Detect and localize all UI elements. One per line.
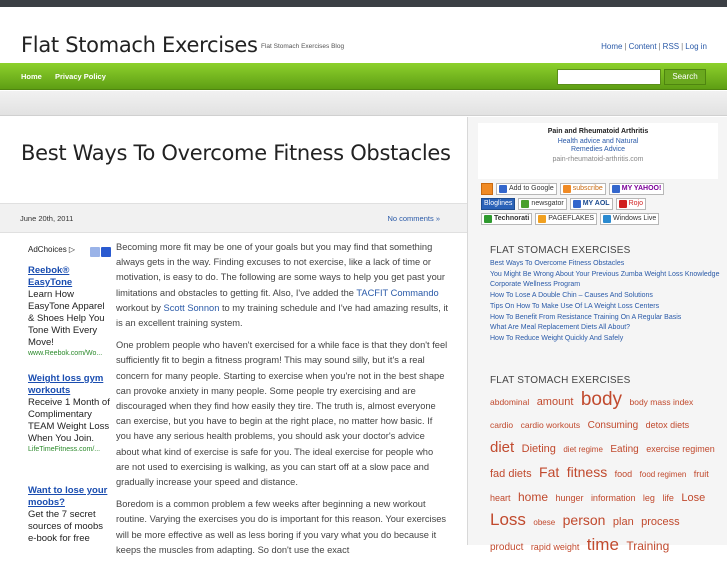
bloglines-button[interactable]: Bloglines xyxy=(481,198,515,210)
tag-link[interactable]: Training xyxy=(626,539,670,553)
tag-link[interactable]: Lose xyxy=(681,492,706,504)
subscribe-badges xyxy=(481,183,713,228)
tag-link[interactable]: person xyxy=(562,512,606,528)
site-title[interactable]: Flat Stomach Exercises xyxy=(21,33,258,57)
post-meta xyxy=(0,203,467,233)
ad-text: Get the 7 secret sources of moobs e-book for free xyxy=(28,509,103,544)
ad-text: Receive 1 Month of Complimentary TEAM Weight Loss When You Join. xyxy=(28,397,110,444)
ad-item[interactable] xyxy=(28,485,112,545)
tag-link[interactable]: leg xyxy=(642,493,655,503)
tag-link[interactable]: hunger xyxy=(555,493,584,503)
link-separator: | xyxy=(658,42,661,51)
tag-cloud-heading: FLAT STOMACH EXERCISES xyxy=(490,375,631,386)
recent-post-link[interactable]: What Are Meal Replacement Diets All About? xyxy=(490,324,631,332)
tag-link[interactable]: body mass index xyxy=(629,397,694,407)
recent-post-link[interactable]: Corporate Wellness Program xyxy=(490,281,581,289)
recent-posts-list xyxy=(490,259,720,345)
next-ad-icon[interactable] xyxy=(101,247,111,257)
recent-post-link[interactable]: How To Reduce Weight Quickly And Safely xyxy=(490,334,624,342)
tag-link[interactable]: information xyxy=(590,493,636,503)
promo-line[interactable]: Remedies Advice xyxy=(570,146,626,153)
plus-icon xyxy=(612,185,620,193)
post-body xyxy=(116,240,448,565)
my-aol-button[interactable]: MY AOL xyxy=(570,198,613,210)
search-button[interactable]: Search xyxy=(664,69,706,85)
promo-line[interactable]: Health advice and Natural xyxy=(557,138,639,145)
plus-icon xyxy=(619,200,627,208)
link-separator: | xyxy=(681,42,684,51)
tag-link[interactable]: cardio workouts xyxy=(520,420,581,430)
tag-link[interactable]: heart xyxy=(490,493,511,503)
tag-link[interactable]: fruit xyxy=(693,469,709,479)
add-to-google-button[interactable]: Add to Google xyxy=(496,183,557,195)
tag-link[interactable]: Fat xyxy=(539,464,560,480)
tag-link[interactable]: detox diets xyxy=(645,420,690,430)
tag-link[interactable]: home xyxy=(517,490,548,504)
search-input[interactable] xyxy=(557,69,661,85)
post-paragraph: Boredom is a common problem a few weeks after beginning a new workout routine. Varying the exercises you do is important for this reason. Your exercises will be more effective as well as less boring if you vary what you do because it keeps the muscles from adapting. So don't use the exact xyxy=(116,499,447,555)
tag-link[interactable]: product xyxy=(490,542,524,553)
comments-link[interactable]: No comments » xyxy=(387,214,440,223)
recent-posts-heading: FLAT STOMACH EXERCISES xyxy=(490,245,631,256)
top-strip xyxy=(0,0,727,7)
flake-icon xyxy=(538,215,546,223)
recent-post-link[interactable]: How To Lose A Double Chin – Causes And Solutions xyxy=(490,292,653,300)
tag-link[interactable]: diet xyxy=(490,439,515,456)
tag-link[interactable]: fad diets xyxy=(490,468,532,480)
ad-nav xyxy=(90,244,112,262)
tag-link[interactable]: plan xyxy=(612,516,634,528)
my-yahoo-button[interactable]: MY YAHOO! xyxy=(609,183,665,195)
post-paragraph: Becoming more fit may be one of your goals but you may find that something always gets in the way. Finding excuses to not exercise, like a lack of time or motivation, is easy to do. The following are some ways to help you get past your limitations and obstacles to getting fit. Also, I've added the TACFIT Commando workout by Scott Sonnon to my training schedule and I've had amazing results, it is an excellent training system. xyxy=(116,242,449,329)
tag-link[interactable]: food xyxy=(614,469,633,479)
site-tagline: Flat Stomach Exercises Blog xyxy=(261,43,345,50)
tag-cloud xyxy=(490,389,722,559)
header-link-login[interactable]: Log in xyxy=(685,42,707,51)
tag-link[interactable]: body xyxy=(580,389,623,410)
promo-box[interactable] xyxy=(478,123,718,179)
plus-icon xyxy=(521,200,529,208)
windows-live-button[interactable]: Windows Live xyxy=(600,213,659,225)
tacfit-link[interactable]: TACFIT Commando xyxy=(356,287,439,298)
ad-item[interactable] xyxy=(28,373,112,455)
scott-sonnon-link[interactable]: Scott Sonnon xyxy=(163,302,220,313)
feed-icon xyxy=(563,185,571,193)
ad-title[interactable]: Want to lose your moobs? xyxy=(28,485,108,508)
tag-link[interactable]: time xyxy=(586,535,619,554)
ad-title[interactable]: Weight loss gym workouts xyxy=(28,373,104,396)
tag-link[interactable]: process xyxy=(641,516,680,528)
ad-title[interactable]: Reebok® EasyTone xyxy=(28,265,73,288)
tag-link[interactable]: amount xyxy=(536,396,574,408)
ad-text: Learn How EasyTone Apparel & Shoes Help You Tone With Every Move! xyxy=(28,289,105,348)
tag-link[interactable]: Consuming xyxy=(587,420,639,431)
post-date: June 20th, 2011 xyxy=(20,214,74,223)
header-link-content[interactable]: Content xyxy=(628,42,657,51)
subscribe-button[interactable]: subscribe xyxy=(560,183,606,195)
recent-post-link[interactable]: You Might Be Wrong About Your Previous Zumba Weight Loss Knowledge xyxy=(490,270,720,278)
site-header xyxy=(0,7,727,63)
post-paragraph: One problem people who haven't exercised for a while face is that they don't feel sufficiently fit to begin a fitness program! This may sound silly, but it's a real concern for many people. Starting to exercise when you're not in the best shape can provoke anxiety in many people. Some people try exercising and are discouraged when they find how easily they tire. The truth is, almost everyone can exercise, but you have to begin at the right place, no matter how basic. If you have any serious health problems, you should ask your doctor's advice about what kind of exercise is safe for you. The ideal exercise for people who are not used to exercising is walking, as you can start off at a slow pace and gradually increase your speed and distance. xyxy=(116,340,448,488)
link-separator: | xyxy=(624,42,627,51)
tag-link[interactable]: food regimen xyxy=(639,470,687,479)
header-link-home[interactable]: Home xyxy=(601,42,623,51)
tag-link[interactable]: obese xyxy=(533,518,556,527)
header-links xyxy=(601,42,707,51)
nav-item-privacy-policy[interactable]: Privacy Policy xyxy=(55,72,106,81)
recent-post-link[interactable]: How To Benefit From Resistance Training On A Regular Basis xyxy=(490,313,682,321)
adchoices-icon: ▷ xyxy=(68,245,76,254)
prev-ad-icon[interactable] xyxy=(90,247,100,257)
tag-link[interactable]: rapid weight xyxy=(530,542,580,552)
plus-icon xyxy=(484,215,492,223)
main-nav xyxy=(0,63,727,90)
ad-url[interactable]: www.Reebok.com/Wo... xyxy=(28,350,103,357)
plus-icon xyxy=(573,200,581,208)
tag-link[interactable]: life xyxy=(662,493,674,503)
tag-link[interactable]: Loss xyxy=(490,510,526,529)
sub-bar xyxy=(0,91,727,116)
tag-link[interactable]: cardio xyxy=(490,420,514,430)
tag-link[interactable]: abdominal xyxy=(490,397,530,407)
rss-icon[interactable] xyxy=(481,183,493,195)
technorati-button[interactable]: Technorati xyxy=(481,213,532,225)
plus-icon xyxy=(499,185,507,193)
recent-post-link[interactable]: Best Ways To Overcome Fitness Obstacles xyxy=(490,260,625,267)
post-title[interactable]: Best Ways To Overcome Fitness Obstacles xyxy=(21,141,451,165)
tag-link[interactable]: exercise regimen xyxy=(646,444,715,454)
adchoices-label[interactable]: AdChoices ▷ xyxy=(28,245,76,254)
promo-title: Pain and Rheumatoid Arthritis xyxy=(547,128,649,135)
tag-link[interactable]: diet regime xyxy=(563,445,603,454)
windows-icon xyxy=(603,215,611,223)
recent-post-link[interactable]: Tips On How To Make Use Of LA Weight Loss Centers xyxy=(490,302,660,310)
tag-link[interactable]: Eating xyxy=(610,444,639,455)
tag-link[interactable]: Dieting xyxy=(521,443,556,455)
promo-url: pain-rheumatoid-arthritis.com xyxy=(552,156,644,163)
newsgator-button[interactable]: newsgator xyxy=(518,198,566,210)
sidebar xyxy=(467,117,727,554)
tag-link[interactable]: fitness xyxy=(566,464,608,480)
nav-item-home[interactable]: Home xyxy=(21,72,42,81)
header-link-rss[interactable]: RSS xyxy=(662,42,680,51)
ad-url[interactable]: LifeTimeFitness.com/... xyxy=(28,446,101,453)
pageflakes-button[interactable]: PAGEFLAKES xyxy=(535,213,597,225)
ad-item[interactable] xyxy=(28,265,112,359)
rojo-button[interactable]: Rojo xyxy=(616,198,646,210)
